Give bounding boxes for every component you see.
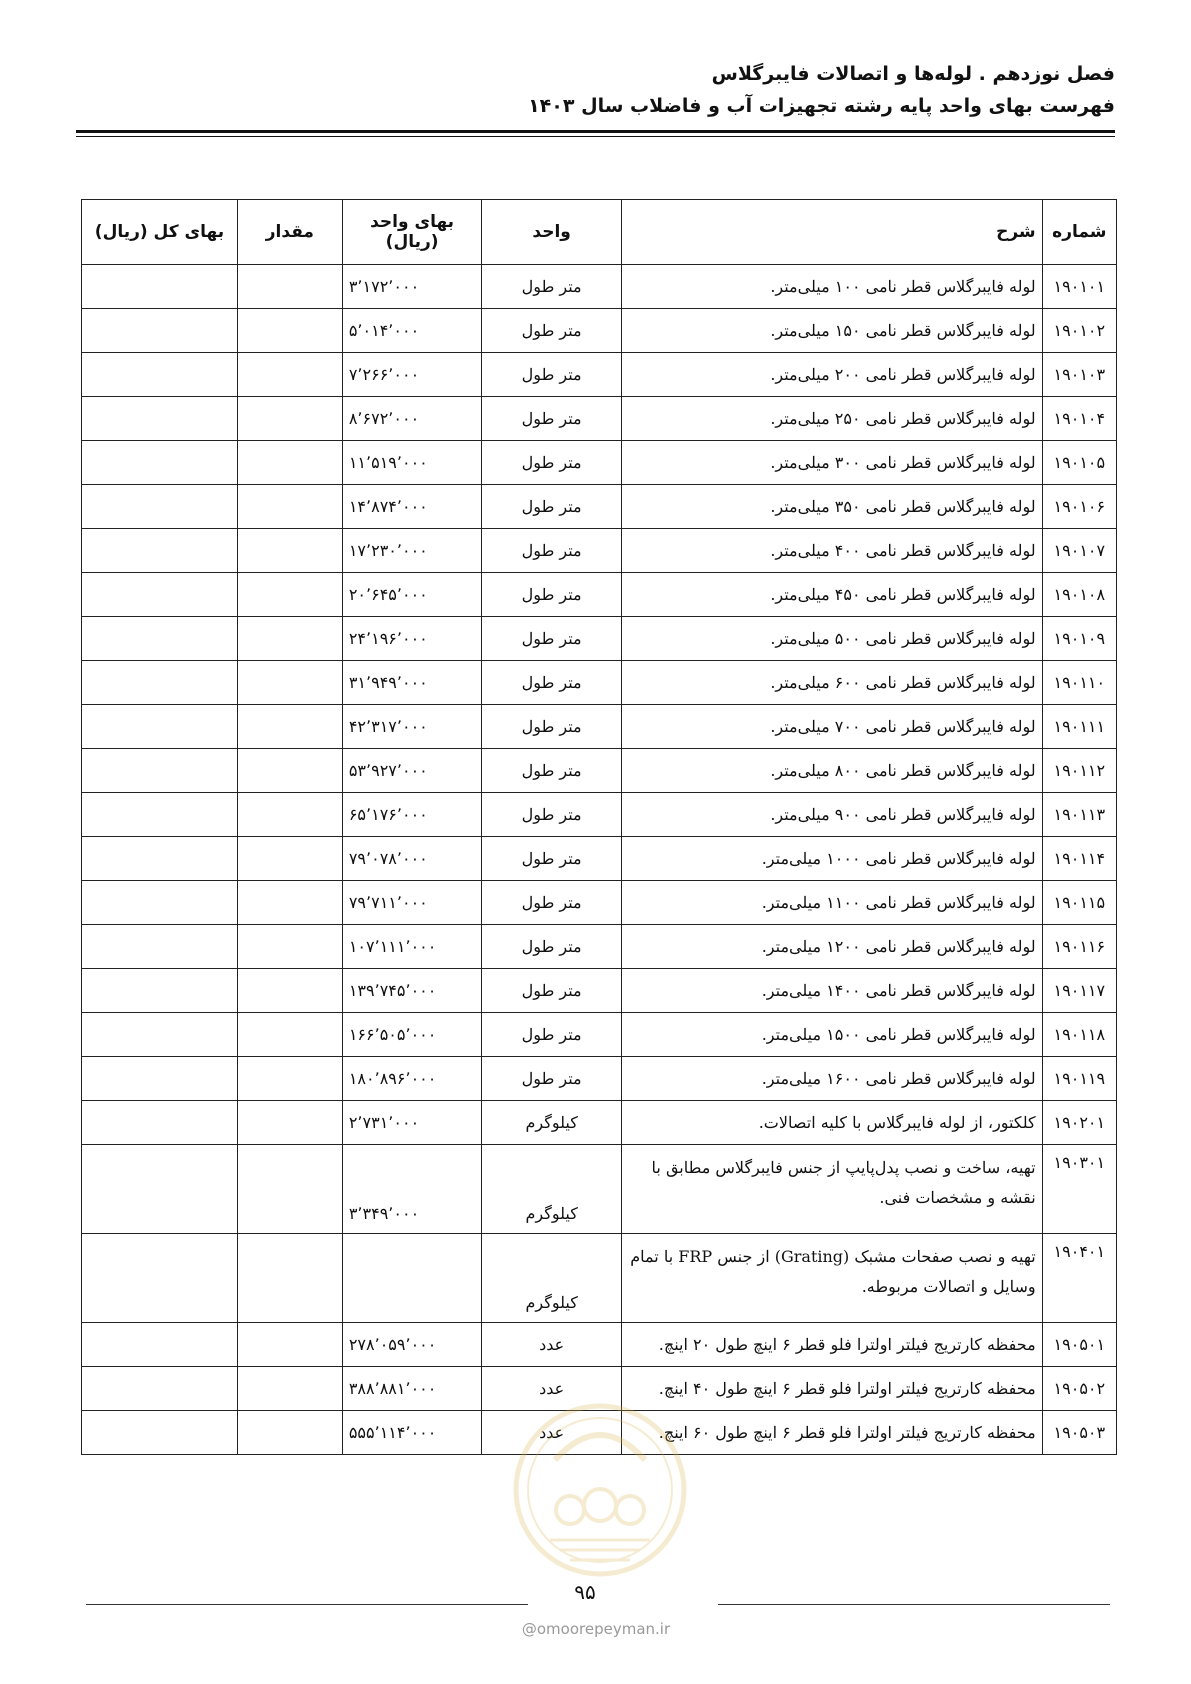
item-quantity bbox=[237, 617, 342, 661]
table-row bbox=[82, 705, 1117, 749]
item-code: ۱۹۰۳۰۱ bbox=[1042, 1145, 1116, 1234]
item-description: کلکتور، از لوله فایبرگلاس با کلیه اتصالات. bbox=[621, 1101, 1042, 1145]
item-description: لوله فایبرگلاس قطر نامی ۱۶۰۰ میلی‌متر. bbox=[621, 1057, 1042, 1101]
item-unit: متر طول bbox=[482, 705, 622, 749]
table-row bbox=[82, 1101, 1117, 1145]
item-description: لوله فایبرگلاس قطر نامی ۶۰۰ میلی‌متر. bbox=[621, 661, 1042, 705]
item-quantity bbox=[237, 1367, 342, 1411]
item-description: لوله فایبرگلاس قطر نامی ۱۱۰۰ میلی‌متر. bbox=[621, 881, 1042, 925]
table-row bbox=[82, 969, 1117, 1013]
item-quantity bbox=[237, 573, 342, 617]
item-total-price bbox=[82, 309, 238, 353]
item-description: لوله فایبرگلاس قطر نامی ۲۰۰ میلی‌متر. bbox=[621, 353, 1042, 397]
item-quantity bbox=[237, 1145, 342, 1234]
item-quantity bbox=[237, 705, 342, 749]
item-quantity bbox=[237, 1057, 342, 1101]
item-code: ۱۹۰۱۰۶ bbox=[1042, 485, 1116, 529]
item-unit: کیلوگرم bbox=[482, 1234, 622, 1323]
header-rule-thin bbox=[76, 136, 1115, 137]
item-description: لوله فایبرگلاس قطر نامی ۱۴۰۰ میلی‌متر. bbox=[621, 969, 1042, 1013]
item-total-price bbox=[82, 1411, 238, 1455]
item-total-price bbox=[82, 1057, 238, 1101]
footer-rule-left bbox=[86, 1604, 528, 1605]
item-description: محفظه کارتریج فیلتر اولترا فلو قطر ۶ اینچ طول ۶۰ اینچ. bbox=[621, 1411, 1042, 1455]
item-quantity bbox=[237, 397, 342, 441]
item-unit: متر طول bbox=[482, 881, 622, 925]
item-description: لوله فایبرگلاس قطر نامی ۳۰۰ میلی‌متر. bbox=[621, 441, 1042, 485]
item-quantity bbox=[237, 529, 342, 573]
item-unit: کیلوگرم bbox=[482, 1145, 622, 1234]
item-description: لوله فایبرگلاس قطر نامی ۳۵۰ میلی‌متر. bbox=[621, 485, 1042, 529]
item-code: ۱۹۰۱۱۶ bbox=[1042, 925, 1116, 969]
item-description: تهیه، ساخت و نصب پدل‌پایپ از جنس فایبرگلاس مطابق با نقشه و مشخصات فنی. bbox=[621, 1145, 1042, 1234]
header-total: بهای کل (ریال) bbox=[82, 200, 238, 265]
document-title: فهرست بهای واحد پایه رشته تجهیزات آب و فاضلاب سال ۱۴۰۳ bbox=[528, 95, 1115, 117]
table-row bbox=[82, 617, 1117, 661]
item-unit-price: ۶۵٬۱۷۶٬۰۰۰ bbox=[342, 793, 482, 837]
item-total-price bbox=[82, 485, 238, 529]
item-total-price bbox=[82, 529, 238, 573]
table-row bbox=[82, 1057, 1117, 1101]
item-unit: متر طول bbox=[482, 573, 622, 617]
item-unit: متر طول bbox=[482, 353, 622, 397]
item-description: لوله فایبرگلاس قطر نامی ۸۰۰ میلی‌متر. bbox=[621, 749, 1042, 793]
item-unit-price: ۲٬۷۳۱٬۰۰۰ bbox=[342, 1101, 482, 1145]
footer-rule-right bbox=[718, 1604, 1110, 1605]
item-code: ۱۹۰۵۰۲ bbox=[1042, 1367, 1116, 1411]
item-unit: متر طول bbox=[482, 969, 622, 1013]
item-total-price bbox=[82, 397, 238, 441]
item-code: ۱۹۰۱۱۱ bbox=[1042, 705, 1116, 749]
item-unit: متر طول bbox=[482, 529, 622, 573]
item-unit-price: ۱۴٬۸۷۴٬۰۰۰ bbox=[342, 485, 482, 529]
item-code: ۱۹۰۱۱۰ bbox=[1042, 661, 1116, 705]
table-body bbox=[82, 265, 1117, 1455]
item-quantity bbox=[237, 837, 342, 881]
item-quantity bbox=[237, 1234, 342, 1323]
item-unit: متر طول bbox=[482, 485, 622, 529]
item-code: ۱۹۰۱۱۲ bbox=[1042, 749, 1116, 793]
item-total-price bbox=[82, 1013, 238, 1057]
item-unit: عدد bbox=[482, 1323, 622, 1367]
table-row bbox=[82, 397, 1117, 441]
item-code: ۱۹۰۱۱۵ bbox=[1042, 881, 1116, 925]
item-unit: متر طول bbox=[482, 1057, 622, 1101]
page-header bbox=[528, 58, 1115, 122]
item-code: ۱۹۰۱۰۵ bbox=[1042, 441, 1116, 485]
table-row bbox=[82, 881, 1117, 925]
item-total-price bbox=[82, 925, 238, 969]
item-code: ۱۹۰۱۰۲ bbox=[1042, 309, 1116, 353]
table-row bbox=[82, 529, 1117, 573]
item-unit-price: ۷۹٬۷۱۱٬۰۰۰ bbox=[342, 881, 482, 925]
item-unit: کیلوگرم bbox=[482, 1101, 622, 1145]
header-unit: واحد bbox=[482, 200, 622, 265]
item-total-price bbox=[82, 881, 238, 925]
item-total-price bbox=[82, 705, 238, 749]
table-header-row bbox=[82, 200, 1117, 265]
item-code: ۱۹۰۴۰۱ bbox=[1042, 1234, 1116, 1323]
item-total-price bbox=[82, 265, 238, 309]
item-quantity bbox=[237, 925, 342, 969]
item-total-price bbox=[82, 441, 238, 485]
table-row bbox=[82, 925, 1117, 969]
table-row bbox=[82, 1323, 1117, 1367]
item-description: لوله فایبرگلاس قطر نامی ۱۵۰ میلی‌متر. bbox=[621, 309, 1042, 353]
item-code: ۱۹۰۵۰۱ bbox=[1042, 1323, 1116, 1367]
item-unit-price: ۵۵۵٬۱۱۴٬۰۰۰ bbox=[342, 1411, 482, 1455]
item-unit-price: ۲۷۸٬۰۵۹٬۰۰۰ bbox=[342, 1323, 482, 1367]
item-unit-price: ۷۹٬۰۷۸٬۰۰۰ bbox=[342, 837, 482, 881]
item-unit-price: ۴۲٬۳۱۷٬۰۰۰ bbox=[342, 705, 482, 749]
item-total-price bbox=[82, 1323, 238, 1367]
item-code: ۱۹۰۱۱۴ bbox=[1042, 837, 1116, 881]
item-description: محفظه کارتریج فیلتر اولترا فلو قطر ۶ اینچ طول ۲۰ اینچ. bbox=[621, 1323, 1042, 1367]
item-total-price bbox=[82, 837, 238, 881]
item-unit-price: ۸٬۶۷۲٬۰۰۰ bbox=[342, 397, 482, 441]
item-quantity bbox=[237, 749, 342, 793]
item-quantity bbox=[237, 1101, 342, 1145]
item-unit: متر طول bbox=[482, 1013, 622, 1057]
table-row bbox=[82, 1234, 1117, 1323]
item-unit-price bbox=[342, 1234, 482, 1323]
item-total-price bbox=[82, 1145, 238, 1234]
item-total-price bbox=[82, 1234, 238, 1323]
item-description: لوله فایبرگلاس قطر نامی ۱۵۰۰ میلی‌متر. bbox=[621, 1013, 1042, 1057]
page-number: ۹۵ bbox=[574, 1580, 596, 1604]
item-unit-price: ۳۸۸٬۸۸۱٬۰۰۰ bbox=[342, 1367, 482, 1411]
header-num: شماره bbox=[1042, 200, 1116, 265]
item-description: لوله فایبرگلاس قطر نامی ۱۲۰۰ میلی‌متر. bbox=[621, 925, 1042, 969]
item-code: ۱۹۰۱۰۴ bbox=[1042, 397, 1116, 441]
item-total-price bbox=[82, 969, 238, 1013]
item-description: لوله فایبرگلاس قطر نامی ۱۰۰۰ میلی‌متر. bbox=[621, 837, 1042, 881]
site-watermark-text: @omoorepeyman.ir bbox=[521, 1620, 671, 1638]
table-row bbox=[82, 353, 1117, 397]
item-unit-price: ۷٬۲۶۶٬۰۰۰ bbox=[342, 353, 482, 397]
item-code: ۱۹۰۵۰۳ bbox=[1042, 1411, 1116, 1455]
table-row bbox=[82, 265, 1117, 309]
item-unit-price: ۵۳٬۹۲۷٬۰۰۰ bbox=[342, 749, 482, 793]
item-total-price bbox=[82, 353, 238, 397]
item-quantity bbox=[237, 1323, 342, 1367]
header-price: بهای واحد (ریال) bbox=[342, 200, 482, 265]
chapter-title: فصل نوزدهم . لوله‌ها و اتصالات فایبرگلاس bbox=[711, 63, 1115, 85]
item-description: لوله فایبرگلاس قطر نامی ۵۰۰ میلی‌متر. bbox=[621, 617, 1042, 661]
item-quantity bbox=[237, 881, 342, 925]
item-code: ۱۹۰۱۰۱ bbox=[1042, 265, 1116, 309]
item-quantity bbox=[237, 265, 342, 309]
header-qty: مقدار bbox=[237, 200, 342, 265]
table-row bbox=[82, 1145, 1117, 1234]
item-description: لوله فایبرگلاس قطر نامی ۱۰۰ میلی‌متر. bbox=[621, 265, 1042, 309]
item-quantity bbox=[237, 353, 342, 397]
item-unit-price: ۱۸۰٬۸۹۶٬۰۰۰ bbox=[342, 1057, 482, 1101]
item-unit: متر طول bbox=[482, 661, 622, 705]
item-total-price bbox=[82, 1367, 238, 1411]
table-row bbox=[82, 573, 1117, 617]
item-unit-price: ۲۰٬۶۴۵٬۰۰۰ bbox=[342, 573, 482, 617]
item-quantity bbox=[237, 793, 342, 837]
item-unit: متر طول bbox=[482, 793, 622, 837]
item-unit: متر طول bbox=[482, 309, 622, 353]
seal-logo-icon bbox=[510, 1400, 690, 1590]
item-code: ۱۹۰۱۱۳ bbox=[1042, 793, 1116, 837]
item-description: محفظه کارتریج فیلتر اولترا فلو قطر ۶ اینچ طول ۴۰ اینچ. bbox=[621, 1367, 1042, 1411]
item-description: لوله فایبرگلاس قطر نامی ۴۰۰ میلی‌متر. bbox=[621, 529, 1042, 573]
item-unit-price: ۳٬۳۴۹٬۰۰۰ bbox=[342, 1145, 482, 1234]
item-code: ۱۹۰۱۱۷ bbox=[1042, 969, 1116, 1013]
item-code: ۱۹۰۱۰۹ bbox=[1042, 617, 1116, 661]
item-unit: متر طول bbox=[482, 441, 622, 485]
item-unit: متر طول bbox=[482, 749, 622, 793]
item-unit-price: ۱۰۷٬۱۱۱٬۰۰۰ bbox=[342, 925, 482, 969]
item-total-price bbox=[82, 617, 238, 661]
item-unit-price: ۲۴٬۱۹۶٬۰۰۰ bbox=[342, 617, 482, 661]
item-unit-price: ۱۷٬۲۳۰٬۰۰۰ bbox=[342, 529, 482, 573]
table-row bbox=[82, 485, 1117, 529]
item-unit-price: ۱۳۹٬۷۴۵٬۰۰۰ bbox=[342, 969, 482, 1013]
item-unit: عدد bbox=[482, 1367, 622, 1411]
item-description: لوله فایبرگلاس قطر نامی ۷۰۰ میلی‌متر. bbox=[621, 705, 1042, 749]
item-total-price bbox=[82, 749, 238, 793]
item-total-price bbox=[82, 793, 238, 837]
item-code: ۱۹۰۱۰۸ bbox=[1042, 573, 1116, 617]
table-row bbox=[82, 837, 1117, 881]
item-unit: متر طول bbox=[482, 925, 622, 969]
item-total-price bbox=[82, 661, 238, 705]
item-unit: عدد bbox=[482, 1411, 622, 1455]
item-code: ۱۹۰۲۰۱ bbox=[1042, 1101, 1116, 1145]
header-desc: شرح bbox=[621, 200, 1042, 265]
item-code: ۱۹۰۱۱۸ bbox=[1042, 1013, 1116, 1057]
table-row bbox=[82, 749, 1117, 793]
table-row bbox=[82, 661, 1117, 705]
item-unit-price: ۳٬۱۷۲٬۰۰۰ bbox=[342, 265, 482, 309]
item-unit-price: ۱۶۶٬۵۰۵٬۰۰۰ bbox=[342, 1013, 482, 1057]
item-description: لوله فایبرگلاس قطر نامی ۹۰۰ میلی‌متر. bbox=[621, 793, 1042, 837]
table-row bbox=[82, 793, 1117, 837]
item-quantity bbox=[237, 309, 342, 353]
item-quantity bbox=[237, 485, 342, 529]
item-unit: متر طول bbox=[482, 837, 622, 881]
table-row bbox=[82, 309, 1117, 353]
item-total-price bbox=[82, 1101, 238, 1145]
item-description: لوله فایبرگلاس قطر نامی ۴۵۰ میلی‌متر. bbox=[621, 573, 1042, 617]
item-code: ۱۹۰۱۰۳ bbox=[1042, 353, 1116, 397]
item-description: لوله فایبرگلاس قطر نامی ۲۵۰ میلی‌متر. bbox=[621, 397, 1042, 441]
item-code: ۱۹۰۱۰۷ bbox=[1042, 529, 1116, 573]
header-rule-thick bbox=[76, 130, 1115, 133]
item-unit-price: ۱۱٬۵۱۹٬۰۰۰ bbox=[342, 441, 482, 485]
item-quantity bbox=[237, 1411, 342, 1455]
item-unit-price: ۳۱٬۹۴۹٬۰۰۰ bbox=[342, 661, 482, 705]
table-row bbox=[82, 1013, 1117, 1057]
price-table bbox=[81, 199, 1117, 1455]
item-unit: متر طول bbox=[482, 265, 622, 309]
item-quantity bbox=[237, 969, 342, 1013]
table-row bbox=[82, 441, 1117, 485]
item-quantity bbox=[237, 661, 342, 705]
item-description: تهیه و نصب صفحات مشبک (Grating) از جنس FRP با تمام وسایل و اتصالات مربوطه. bbox=[621, 1234, 1042, 1323]
item-quantity bbox=[237, 441, 342, 485]
item-code: ۱۹۰۱۱۹ bbox=[1042, 1057, 1116, 1101]
item-quantity bbox=[237, 1013, 342, 1057]
item-unit: متر طول bbox=[482, 397, 622, 441]
item-unit: متر طول bbox=[482, 617, 622, 661]
item-unit-price: ۵٬۰۱۴٬۰۰۰ bbox=[342, 309, 482, 353]
item-total-price bbox=[82, 573, 238, 617]
